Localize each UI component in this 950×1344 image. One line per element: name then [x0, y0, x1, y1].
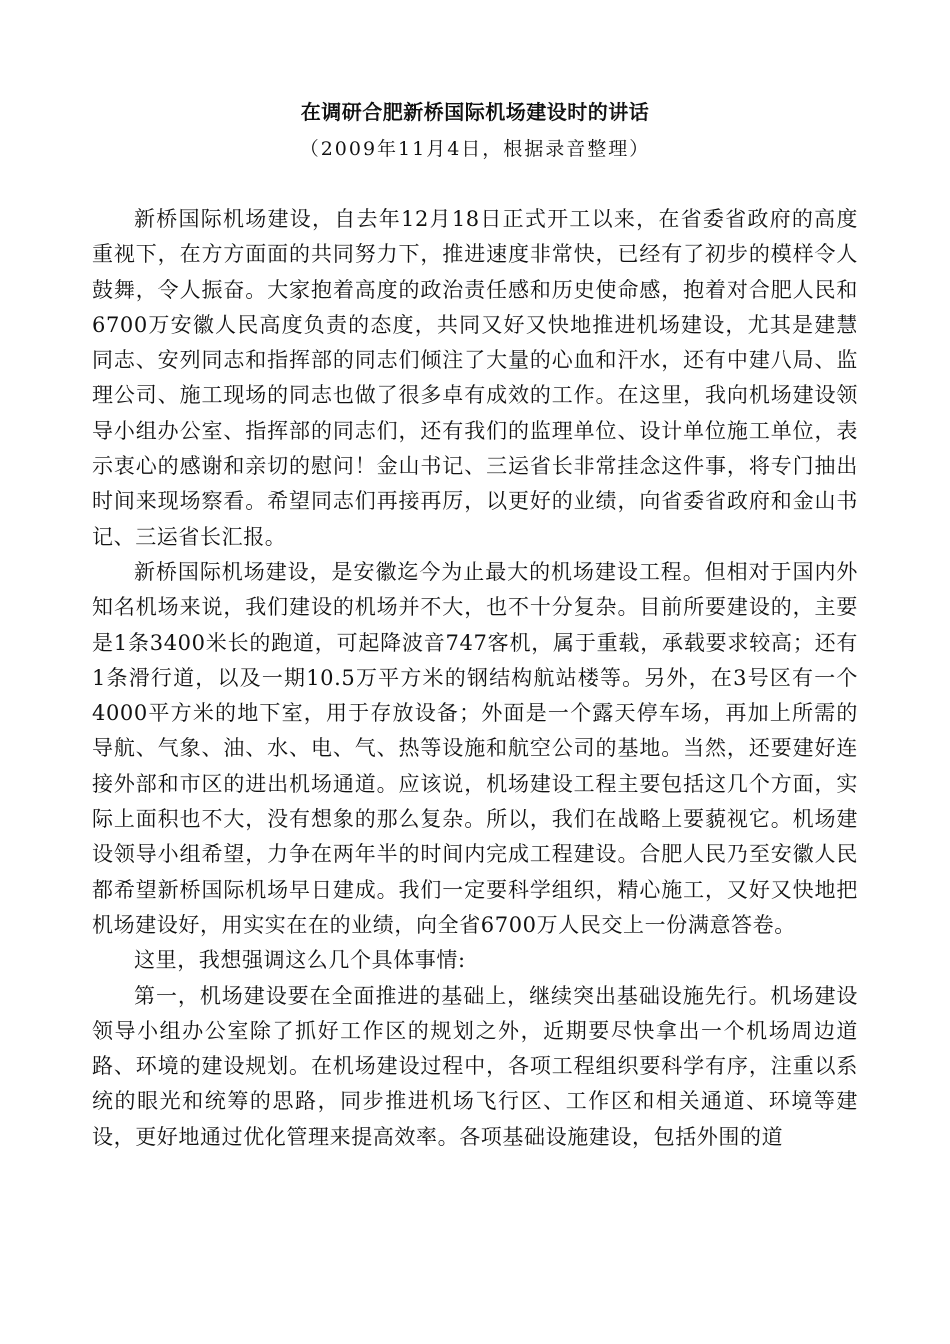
paragraph-1: 新桥国际机场建设，自去年12月18日正式开工以来，在省委省政府的高度重视下，在方方面面的共同努力下，推进速度非常快，已经有了初步的模样令人鼓舞，令人振奋。大家抱着高度的政治责任感和历史使命感，抱着对合肥人民和6700万安徽人民高度负责的态度，共同又好又快地推进机场建设，尤其是建慧同志、安列同志和指挥部的同志们倾注了大量的心血和汗水，还有中建八局、监理公司、施工现场的同志也做了很多卓有成效的工作。在这里，我向机场建设领导小组办公室、指挥部的同志们，还有我们的监理单位、设计单位施工单位，表示衷心的感谢和亲切的慰问！金山书记、三运省长非常挂念这件事，将专门抽出时间来现场察看。希望同志们再接再厉，以更好的业绩，向省委省政府和金山书记、三运省长汇报。	[92, 207, 858, 549]
document-subtitle: （2009年11月4日，根据录音整理）	[299, 138, 651, 160]
paragraph-2: 新桥国际机场建设，是安徽迄今为止最大的机场建设工程。但相对于国内外知名机场来说，我们建设的机场并不大，也不十分复杂。目前所要建设的，主要是1条3400米长的跑道，可起降波音747客机，属于重载，承载要求较高；还有1条滑行道，以及一期10.5万平方米的钢结构航站楼等。另外，在3号区有一个4000平方米的地下室，用于存放设备；外面是一个露天停车场，再加上所需的导航、气象、油、水、电、气、热等设施和航空公司的基地。当然，还要建好连接外部和市区的进出机场通道。应该说，机场建设工程主要包括这几个方面，实际上面积也不大，没有想象的那么复杂。所以，我们在战略上要藐视它。机场建设领导小组希望，力争在两年半的时间内完成工程建设。合肥人民乃至安徽人民都希望新桥国际机场早日建成。我们一定要科学组织，精心施工，又好又快地把机场建设好，用实实在在的业绩，向全省6700万人民交上一份满意答卷。	[92, 559, 858, 937]
document-title: 在调研合肥新桥国际机场建设时的讲话	[300, 100, 650, 124]
paragraph-4: 第一，机场建设要在全面推进的基础上，继续突出基础设施先行。机场建设领导小组办公室除了抓好工作区的规划之外，近期要尽快拿出一个机场周边道路、环境的建设规划。在机场建设过程中，各项工程组织要科学有序，注重以系统的眼光和统筹的思路，同步推进机场飞行区、工作区和相关通道、环境等建设，更好地通过优化管理来提高效率。各项基础设施建设，包括外围的道	[92, 983, 858, 1149]
document-body	[92, 202, 858, 1155]
paragraph-3: 这里，我想强调这么几个具体事情:	[134, 948, 466, 973]
